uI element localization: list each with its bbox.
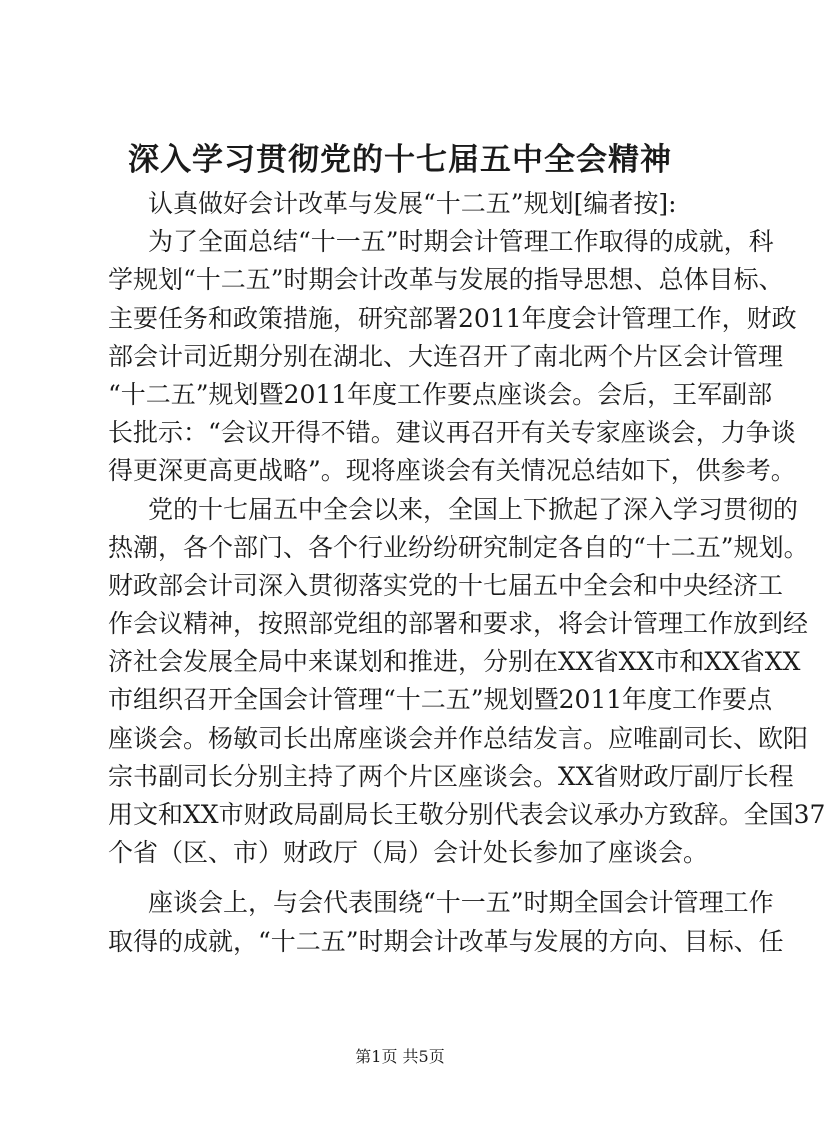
paragraph-line: 党的十七届五中全会以来，全国上下掀起了深入学习贯彻的 <box>148 494 799 524</box>
document-title: 深入学习贯彻党的十七届五中全会精神 <box>128 142 672 178</box>
paragraph-line: 个省（区、市）财政厅（局）会计处长参加了座谈会。 <box>108 838 709 868</box>
paragraph-line: 财政部会计司深入贯彻落实党的十七届五中全会和中央经济工 <box>108 570 784 600</box>
paragraph-line: 热潮，各个部门、各个行业纷纷研究制定各自的“十二五”规划。 <box>108 532 809 562</box>
paragraph-line: 座谈会。杨敏司长出席座谈会并作总结发言。应唯副司长、欧阳 <box>108 723 809 753</box>
paragraph-line: 座谈会上，与会代表围绕“十一五”时期全国会计管理工作 <box>148 888 774 918</box>
paragraph-line: 得更深更高更战略”。现将座谈会有关情况总结如下，供参考。 <box>108 456 796 486</box>
paragraph-line: 长批示：“会议开得不错。建议再召开有关专家座谈会，力争谈 <box>108 418 796 448</box>
page-number: 第1页 共5页 <box>355 1047 445 1066</box>
paragraph-gap <box>108 872 708 884</box>
paragraph-line: 取得的成就，“十二五”时期会计改革与发展的方向、目标、任 <box>108 926 784 956</box>
paragraph-line: “十二五”规划暨2011年度工作要点座谈会。会后，王军副部 <box>108 379 773 409</box>
paragraph-line: 学规划“十二五”时期会计改革与发展的指导思想、总体目标、 <box>108 265 784 295</box>
paragraph-line: 宗书副司长分别主持了两个片区座谈会。XX省财政厅副厅长程 <box>108 761 794 791</box>
document-body <box>108 185 825 961</box>
paragraph-line: 主要任务和政策措施，研究部署2011年度会计管理工作，财政 <box>108 303 797 333</box>
paragraph-line: 部会计司近期分别在湖北、大连召开了南北两个片区会计管理 <box>108 341 784 371</box>
subtitle-line: 认真做好会计改革与发展“十二五”规划[编者按]: <box>148 189 677 218</box>
paragraph-line: 济社会发展全局中来谋划和推进，分别在XX省XX市和XX省XX <box>108 647 801 677</box>
paragraph-line: 作会议精神，按照部党组的部署和要求，将会计管理工作放到经 <box>108 609 809 639</box>
paragraph-line: 用文和XX市财政局副局长王敬分别代表会议承办方致辞。全国37 <box>108 800 825 829</box>
paragraph-line: 市组织召开全国会计管理“十二五”规划暨2011年度工作要点 <box>108 685 773 715</box>
paragraph-line: 为了全面总结“十一五”时期会计管理工作取得的成就，科 <box>148 227 774 257</box>
